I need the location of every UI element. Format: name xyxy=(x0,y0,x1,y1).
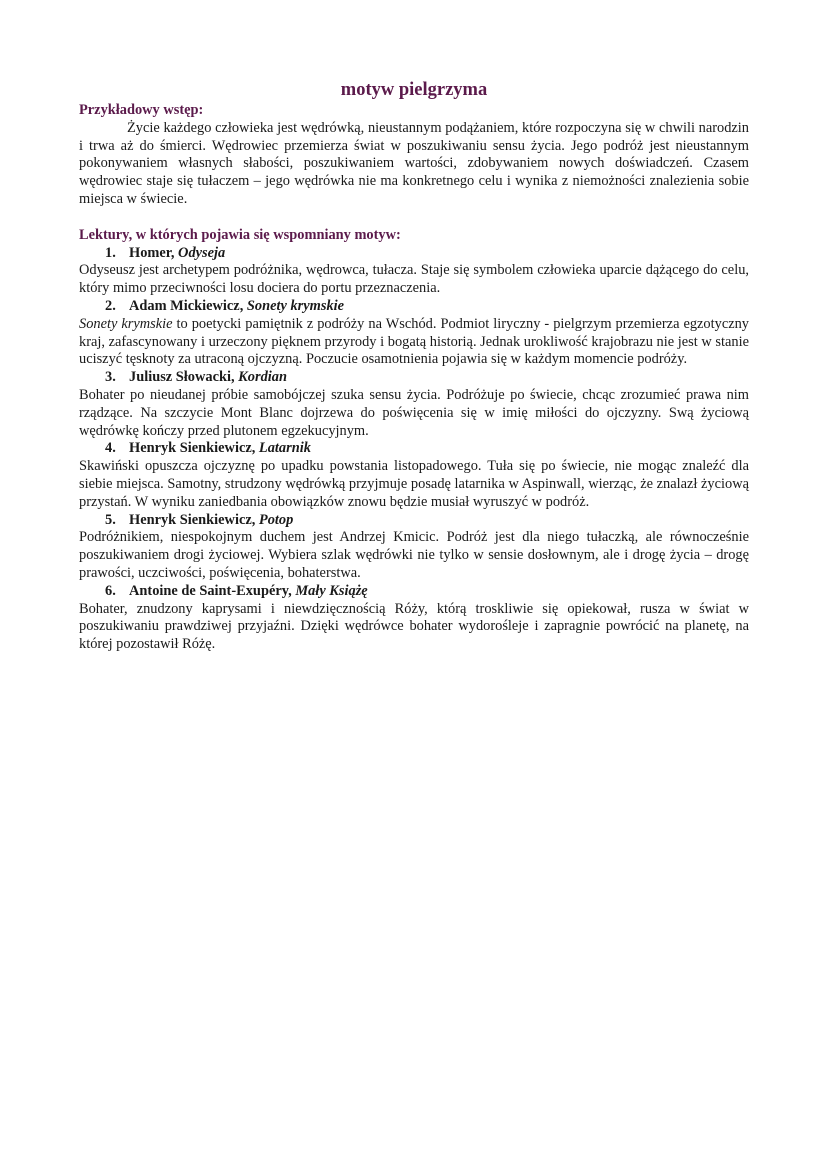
reading-description: Bohater, znudzony kaprysami i niewdzięcznością Róży, którą troskliwie się opiekował, rusza w świat w poszukiwaniu prawdziwej przyjaźni. Dzięki wędrówce bohater wydorośleje i zapragnie powrócić na planetę, na której pozostawił Różę. xyxy=(79,600,749,653)
reading-number: 5. xyxy=(105,511,116,528)
reading-title: Latarnik xyxy=(258,440,311,457)
reading-number: 3. xyxy=(105,369,116,386)
reading-item-3 xyxy=(79,369,749,440)
reading-title: Mały Książę xyxy=(295,582,368,599)
reading-author: Juliusz Słowacki, xyxy=(129,369,235,386)
reading-number: 4. xyxy=(105,440,116,457)
section-spacer xyxy=(79,209,749,227)
reading-item-6 xyxy=(79,583,749,654)
reading-author: Homer, xyxy=(129,244,175,261)
reading-author: Adam Mickiewicz, xyxy=(129,297,244,314)
reading-lead-title: Sonety krymskie xyxy=(79,315,173,332)
reading-heading xyxy=(79,245,749,263)
reading-author: Henryk Sienkiewicz, xyxy=(129,440,256,457)
reading-description: Odyseusz jest archetypem podróżnika, wędrowca, tułacza. Staje się symbolem człowieka uparcie dążącego do celu, który mimo przeciwności losu dociera do portu przeznaczenia. xyxy=(79,262,749,297)
reading-description: Podróżnikiem, niespokojnym duchem jest Andrzej Kmicic. Podróż jest dla niego tułaczką, ale równocześnie poszukiwaniem drogi życiowej. Wybiera szlak wędrówki nie tylko w sensie dosłownym, ale i drogę życia – drogę prawości, uczciwości, poświęcenia, bohaterstwa. xyxy=(79,529,749,581)
reading-item-1 xyxy=(79,245,749,298)
reading-title: Sonety krymskie xyxy=(246,297,345,314)
reading-item-2 xyxy=(79,298,749,369)
reading-number: 6. xyxy=(105,582,116,599)
reading-number: 2. xyxy=(105,297,116,314)
reading-description xyxy=(79,316,749,369)
reading-item-5 xyxy=(79,512,749,583)
readings-heading: Lektury, w których pojawia się wspomniany motyw: xyxy=(79,226,401,243)
reading-heading xyxy=(79,583,749,601)
reading-heading xyxy=(79,369,749,387)
intro-paragraph: Życie każdego człowieka jest wędrówką, nieustannym podążaniem, które rozpoczyna się w chwili narodzin i trwa aż do śmierci. Wędrowiec przemierza świat w poszukiwaniu sensu życia. Jego podróż jest nieustannym pokonywaniem własnych słabości, poszukiwaniem wartości, zdobywaniem nowych doświadczeń. Czasem wędrowiec staje się tułaczem – jego wędrówka nie ma konkretnego celu i wynika z niemożności znalezienia sobie miejsca w świecie. xyxy=(79,119,749,207)
reading-number: 1. xyxy=(105,244,116,261)
reading-author: Antoine de Saint-Exupéry, xyxy=(129,582,292,599)
reading-heading xyxy=(79,440,749,458)
reading-item-4 xyxy=(79,440,749,511)
reading-title: Potop xyxy=(258,511,294,528)
document-page xyxy=(79,78,749,654)
reading-heading xyxy=(79,512,749,530)
readings-list xyxy=(79,245,749,654)
page-title: motyw pielgrzyma xyxy=(340,80,488,100)
reading-title: Kordian xyxy=(238,369,287,386)
reading-description-text: to poetycki pamiętnik z podróży na Wschód. Podmiot liryczny - pielgrzym przemierza egzotyczny kraj, zafascynowany i urzeczony pięknem przyrody i bogatą historią. Jednak urokliwość krajobrazu nie jest w stanie uciszyć tęsknoty za utraconą ojczyzną. Poczucie osamotnienia pojawia się w każdym momencie podróży. xyxy=(79,315,749,368)
reading-title: Odyseja xyxy=(178,244,226,261)
reading-author: Henryk Sienkiewicz, xyxy=(129,511,256,528)
reading-heading xyxy=(79,298,749,316)
intro-heading: Przykładowy wstęp: xyxy=(79,102,204,118)
reading-description: Skawiński opuszcza ojczyznę po upadku powstania listopadowego. Tuła się po świecie, nie mogąc znaleźć dla siebie miejsca. Samotny, strudzony wędrówką przyjmuje posadę latarnika w Aspinwall, wierząc, że znalazł życiową przystań. W wyniku zaniedbania obowiązków znowu będzie musiał wyruszyć w podróż. xyxy=(79,458,749,510)
reading-description: Bohater po nieudanej próbie samobójczej szuka sensu życia. Podróżuje po świecie, chcąc zrozumieć prawa nim rządzące. Na szczycie Mont Blanc dojrzewa do poświęcenia się w imię miłości do ojczyzny. Swą życiową wędrówkę kończy przed plutonem egzekucyjnym. xyxy=(79,386,749,439)
